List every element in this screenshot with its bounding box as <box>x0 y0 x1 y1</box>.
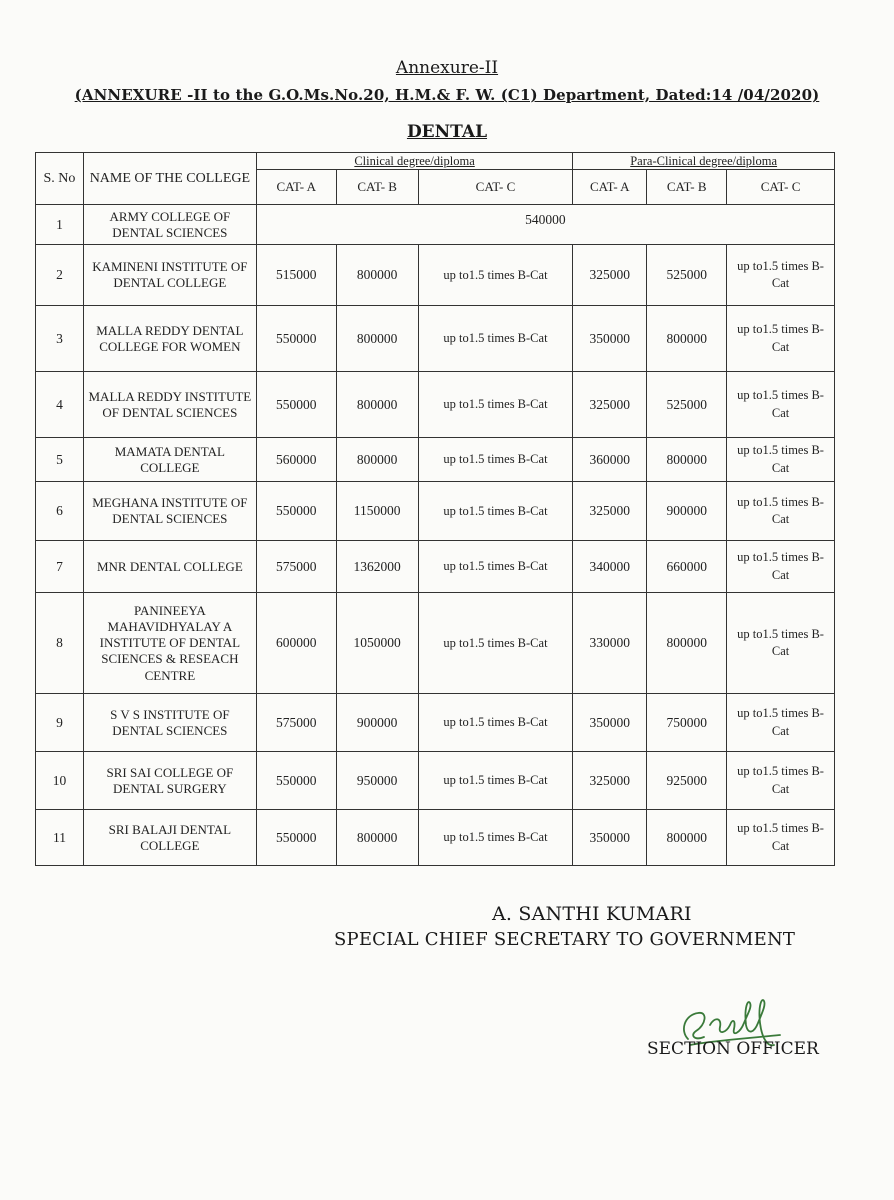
cell-college-name: MALLA REDDY DENTAL COLLEGE FOR WOMEN <box>83 306 256 372</box>
cell-paraclinical-cat-b: 925000 <box>647 752 727 810</box>
cell-paraclinical-cat-a: 360000 <box>573 438 647 482</box>
cell-clinical-cat-b: 800000 <box>336 372 418 438</box>
cell-clinical-cat-c: up to1.5 times B-Cat <box>418 245 573 306</box>
cell-paraclinical-cat-a: 340000 <box>573 541 647 593</box>
cell-sno: 8 <box>36 593 84 694</box>
header-paraclinical-cat-b: CAT- B <box>647 170 727 205</box>
cell-clinical-cat-a: 515000 <box>256 245 336 306</box>
cell-sno: 5 <box>36 438 84 482</box>
section-officer-label: SECTION OFFICER <box>647 1039 819 1059</box>
cell-clinical-cat-c: up to1.5 times B-Cat <box>418 482 573 541</box>
header-clinical-cat-a: CAT- A <box>256 170 336 205</box>
cell-paraclinical-cat-b: 800000 <box>647 306 727 372</box>
cell-paraclinical-cat-b: 660000 <box>647 541 727 593</box>
cell-paraclinical-cat-a: 350000 <box>573 306 647 372</box>
cell-paraclinical-cat-c: up to1.5 times B-Cat <box>727 372 835 438</box>
cell-clinical-cat-b: 1362000 <box>336 541 418 593</box>
header-paraclinical-group: Para-Clinical degree/diploma <box>573 153 835 170</box>
table-row <box>36 752 835 810</box>
header-clinical-cat-b: CAT- B <box>336 170 418 205</box>
cell-paraclinical-cat-b: 800000 <box>647 438 727 482</box>
signatory-title: SPECIAL CHIEF SECRETARY TO GOVERNMENT <box>334 929 796 950</box>
cell-clinical-cat-a: 560000 <box>256 438 336 482</box>
cell-clinical-cat-c: up to1.5 times B-Cat <box>418 438 573 482</box>
section-heading: DENTAL <box>406 122 488 142</box>
table-row <box>36 438 835 482</box>
header-clinical-group: Clinical degree/diploma <box>256 153 573 170</box>
table-row <box>36 372 835 438</box>
cell-paraclinical-cat-b: 800000 <box>647 593 727 694</box>
table-row <box>36 245 835 306</box>
cell-college-name: S V S INSTITUTE OF DENTAL SCIENCES <box>83 694 256 752</box>
cell-clinical-cat-b: 800000 <box>336 245 418 306</box>
cell-paraclinical-cat-c: up to1.5 times B-Cat <box>727 541 835 593</box>
cell-clinical-cat-a: 600000 <box>256 593 336 694</box>
annexure-title: Annexure-II <box>395 58 499 78</box>
cell-sno: 4 <box>36 372 84 438</box>
cell-paraclinical-cat-a: 325000 <box>573 482 647 541</box>
cell-clinical-cat-b: 800000 <box>336 306 418 372</box>
cell-paraclinical-cat-a: 330000 <box>573 593 647 694</box>
signatory-name: A. SANTHI KUMARI <box>492 903 692 925</box>
cell-clinical-cat-b: 1150000 <box>336 482 418 541</box>
cell-clinical-cat-c: up to1.5 times B-Cat <box>418 752 573 810</box>
cell-clinical-cat-c: up to1.5 times B-Cat <box>418 810 573 866</box>
cell-paraclinical-cat-a: 325000 <box>573 752 647 810</box>
cell-clinical-cat-b: 950000 <box>336 752 418 810</box>
cell-clinical-cat-c: up to1.5 times B-Cat <box>418 306 573 372</box>
cell-paraclinical-cat-a: 325000 <box>573 245 647 306</box>
cell-college-name: SRI BALAJI DENTAL COLLEGE <box>83 810 256 866</box>
cell-college-name: KAMINENI INSTITUTE OF DENTAL COLLEGE <box>83 245 256 306</box>
cell-sno: 3 <box>36 306 84 372</box>
cell-paraclinical-cat-c: up to1.5 times B-Cat <box>727 438 835 482</box>
table-row <box>36 694 835 752</box>
cell-flat-fee: 540000 <box>256 205 834 245</box>
table-row <box>36 306 835 372</box>
cell-paraclinical-cat-b: 900000 <box>647 482 727 541</box>
header-paraclinical-cat-a: CAT- A <box>573 170 647 205</box>
cell-clinical-cat-b: 1050000 <box>336 593 418 694</box>
cell-paraclinical-cat-b: 525000 <box>647 245 727 306</box>
table-row <box>36 810 835 866</box>
cell-clinical-cat-a: 575000 <box>256 541 336 593</box>
table-row <box>36 593 835 694</box>
cell-clinical-cat-a: 550000 <box>256 752 336 810</box>
cell-clinical-cat-a: 550000 <box>256 306 336 372</box>
cell-paraclinical-cat-b: 800000 <box>647 810 727 866</box>
cell-clinical-cat-a: 550000 <box>256 810 336 866</box>
cell-sno: 11 <box>36 810 84 866</box>
fee-table <box>35 152 835 866</box>
cell-sno: 10 <box>36 752 84 810</box>
cell-paraclinical-cat-a: 350000 <box>573 694 647 752</box>
cell-college-name: MALLA REDDY INSTITUTE OF DENTAL SCIENCES <box>83 372 256 438</box>
cell-paraclinical-cat-c: up to1.5 times B-Cat <box>727 245 835 306</box>
cell-college-name: MEGHANA INSTITUTE OF DENTAL SCIENCES <box>83 482 256 541</box>
cell-clinical-cat-c: up to1.5 times B-Cat <box>418 694 573 752</box>
header-clinical-cat-c: CAT- C <box>418 170 573 205</box>
header-college-name: NAME OF THE COLLEGE <box>83 153 256 205</box>
cell-sno: 2 <box>36 245 84 306</box>
cell-college-name: MNR DENTAL COLLEGE <box>83 541 256 593</box>
cell-clinical-cat-b: 800000 <box>336 810 418 866</box>
cell-paraclinical-cat-c: up to1.5 times B-Cat <box>727 752 835 810</box>
cell-college-name: SRI SAI COLLEGE OF DENTAL SURGERY <box>83 752 256 810</box>
cell-paraclinical-cat-c: up to1.5 times B-Cat <box>727 694 835 752</box>
cell-clinical-cat-a: 550000 <box>256 482 336 541</box>
cell-paraclinical-cat-a: 325000 <box>573 372 647 438</box>
cell-sno: 6 <box>36 482 84 541</box>
cell-college-name: MAMATA DENTAL COLLEGE <box>83 438 256 482</box>
cell-paraclinical-cat-c: up to1.5 times B-Cat <box>727 482 835 541</box>
cell-paraclinical-cat-b: 525000 <box>647 372 727 438</box>
cell-clinical-cat-a: 575000 <box>256 694 336 752</box>
annexure-subtitle: (ANNEXURE -II to the G.O.Ms.No.20, H.M.& F. W. (C1) Department, Dated:14 /04/2020) <box>74 86 820 104</box>
cell-clinical-cat-a: 550000 <box>256 372 336 438</box>
cell-clinical-cat-b: 800000 <box>336 438 418 482</box>
cell-paraclinical-cat-c: up to1.5 times B-Cat <box>727 810 835 866</box>
cell-paraclinical-cat-b: 750000 <box>647 694 727 752</box>
cell-paraclinical-cat-a: 350000 <box>573 810 647 866</box>
header-paraclinical-cat-c: CAT- C <box>727 170 835 205</box>
cell-clinical-cat-c: up to1.5 times B-Cat <box>418 541 573 593</box>
cell-clinical-cat-c: up to1.5 times B-Cat <box>418 593 573 694</box>
cell-paraclinical-cat-c: up to1.5 times B-Cat <box>727 593 835 694</box>
cell-sno: 1 <box>36 205 84 245</box>
table-row <box>36 205 835 245</box>
cell-paraclinical-cat-c: up to1.5 times B-Cat <box>727 306 835 372</box>
cell-college-name: ARMY COLLEGE OF DENTAL SCIENCES <box>83 205 256 245</box>
cell-college-name: PANINEEYA MAHAVIDHYALAY A INSTITUTE OF DENTAL SCIENCES & RESEACH CENTRE <box>83 593 256 694</box>
table-row <box>36 482 835 541</box>
table-row <box>36 541 835 593</box>
cell-sno: 9 <box>36 694 84 752</box>
cell-clinical-cat-b: 900000 <box>336 694 418 752</box>
cell-clinical-cat-c: up to1.5 times B-Cat <box>418 372 573 438</box>
cell-sno: 7 <box>36 541 84 593</box>
header-sno: S. No <box>36 153 84 205</box>
